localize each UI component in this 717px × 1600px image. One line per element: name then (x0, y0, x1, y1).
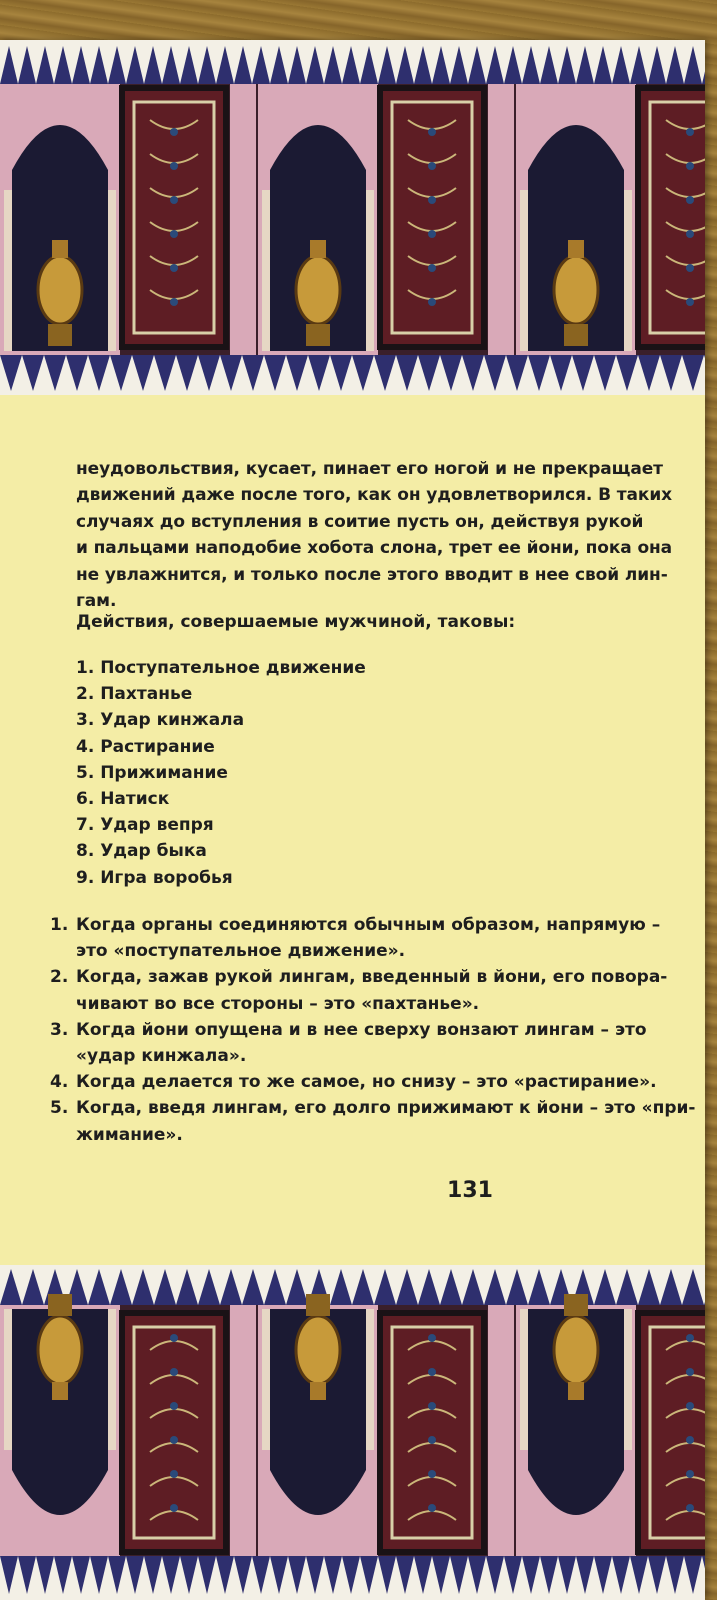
action-item: 6. Натиск (76, 788, 170, 809)
explanation-text (76, 1095, 695, 1147)
paragraph-line: гам. (76, 591, 117, 612)
explanation-text (76, 912, 660, 964)
actions-intro: Действия, совершаемые мужчиной, таковы: (76, 612, 516, 632)
explanation-line: «удар кинжала». (76, 1046, 247, 1067)
explanation-item (50, 1069, 680, 1095)
paragraph-line: случаях до вступления в соитие пусть он, действуя рукой (76, 511, 644, 532)
continuation-paragraph (76, 456, 676, 614)
top-ornamental-border (0, 40, 705, 395)
explanation-line: чивают во все стороны – это «пахтанье». (76, 993, 480, 1014)
explanation-line: Когда органы соединяются обычным образом, напрямую – (76, 915, 661, 935)
explanations-list (50, 912, 696, 1148)
explanation-number: 1. (50, 915, 69, 935)
explanation-number: 4. (50, 1072, 69, 1093)
explanation-line: Когда йони опущена и в нее сверху вонзают лингам – это (76, 1019, 647, 1040)
paragraph-line: не увлажнится, и только после этого вводит в нее свой лин- (76, 564, 668, 585)
action-item: 3. Удар кинжала (76, 710, 245, 731)
explanation-item (50, 912, 680, 964)
paragraph-line: движений даже после того, как он удовлетворился. В таких (76, 485, 673, 506)
explanation-number: 5. (50, 1098, 69, 1119)
explanation-line: это «поступательное движение». (76, 941, 406, 962)
explanation-text (76, 1017, 647, 1069)
explanation-line: жимание». (76, 1124, 183, 1145)
action-item: 4. Растирание (76, 736, 215, 757)
action-item: 5. Прижимание (76, 762, 228, 783)
explanation-number: 2. (50, 967, 69, 988)
action-item: 2. Пахтанье (76, 684, 193, 705)
explanation-line: Когда, зажав рукой лингам, введенный в йони, его повора- (76, 967, 668, 988)
explanation-item (50, 1095, 696, 1147)
explanation-item (50, 964, 680, 1016)
explanation-line: Когда делается то же самое, но снизу – это «растирание». (76, 1072, 657, 1093)
action-item: 8. Удар быка (76, 841, 207, 862)
bottom-ornamental-border (0, 1265, 705, 1600)
explanation-number: 3. (50, 1019, 69, 1040)
action-item: 9. Игра воробья (76, 867, 233, 888)
explanation-item (50, 1017, 680, 1069)
explanation-text (76, 1069, 657, 1095)
action-item: 1. Поступательное движение (76, 658, 366, 678)
actions-list (76, 658, 576, 894)
explanation-line: Когда, введя лингам, его долго прижимают к йони – это «при- (76, 1098, 696, 1119)
page-number: 131 (447, 1178, 493, 1203)
action-item: 7. Удар вепря (76, 815, 214, 836)
paragraph-line: неудовольствия, кусает, пинает его ногой и не прекращает (76, 459, 663, 479)
explanation-text (76, 964, 667, 1016)
paragraph-line: и пальцами наподобие хобота слона, трет ее йони, пока она (76, 538, 673, 559)
